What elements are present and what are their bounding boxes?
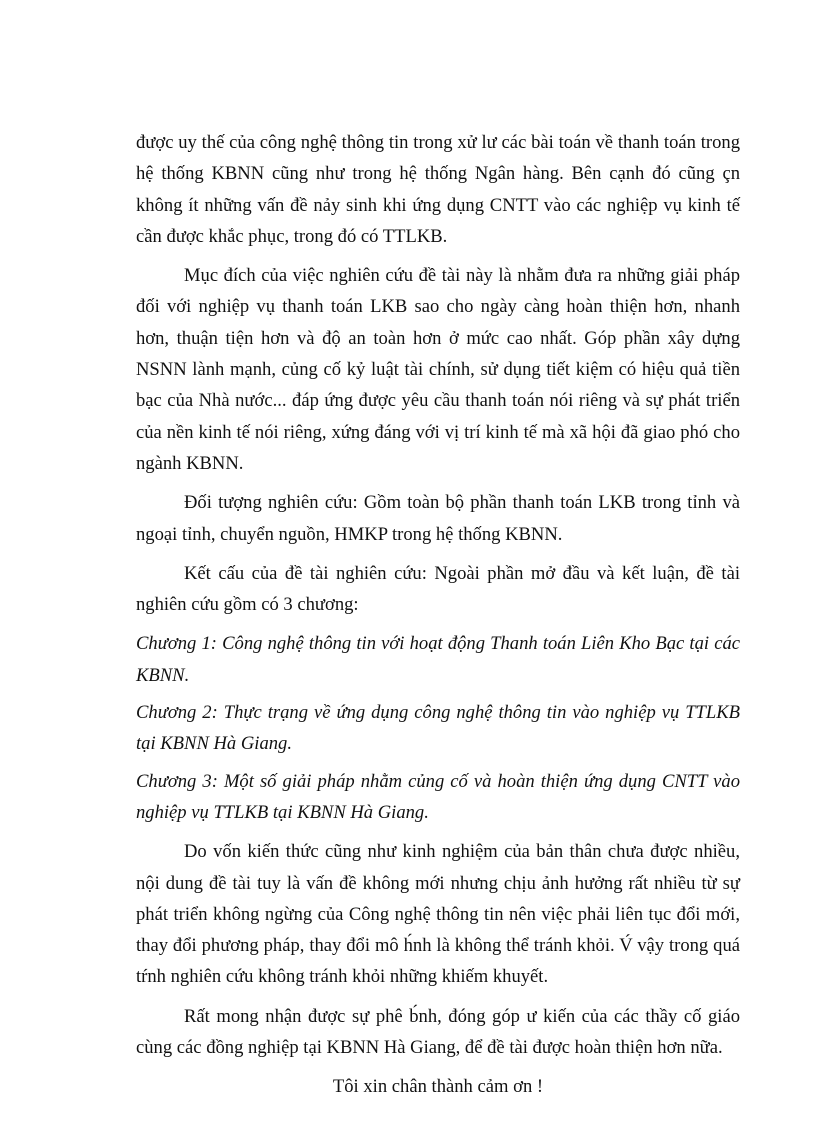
paragraph-limitations: Do vốn kiến thức cũng như kinh nghiệm của bản thân chưa được nhiều, nội dung đề tài tuy là vấn đề không mới nhưng chịu ảnh hưởng rất nhiều từ sự phát triển không ngừng của Công nghệ thông tin nên việc phải liên tục đổi mới, thay đổi phương pháp, thay đổi mô h́nh là không thể tránh khỏi. V́ vậy trong quá tŕnh nghiên cứu không tránh khỏi những khiếm khuyết. bbox=[136, 841, 740, 988]
paragraph-request-feedback: Rất mong nhận được sự phê b́nh, đóng góp ư kiến của các thầy cố giáo cùng các đồng nghiệp tại KBNN Hà Giang, để đề tài được hoàn thiện hơn nữa. bbox=[136, 1005, 740, 1059]
document-page bbox=[136, 127, 740, 1103]
thanks-line: Tôi xin chân thành cảm ơn ! bbox=[332, 1076, 544, 1098]
paragraph-purpose: Mục đích của việc nghiên cứu đề tài này là nhằm đưa ra những giải pháp đối với nghiệp vụ thanh toán LKB sao cho ngày càng hoàn thiện hơn, nhanh hơn, thuận tiện hơn và độ an toàn hơn ở mức cao nhất. Góp phần xây dựng NSNN lành mạnh, củng cố kỷ luật tài chính, sử dụng tiết kiệm có hiệu quả tiền bạc của Nhà nước... đáp ứng được yêu cầu thanh toán nói riêng và sự phát triển của nền kinh tế nói riêng, xứng đáng với vị trí kinh tế mà xã hội đã giao phó cho ngành KBNN. bbox=[136, 265, 740, 474]
chapter-2-title: Chương 2: Thực trạng về ứng dụng công nghệ thông tin vào nghiệp vụ TTLKB tại KBNN Hà Giang. bbox=[136, 702, 740, 755]
chapter-3-title: Chương 3: Một số giải pháp nhằm củng cố và hoàn thiện ứng dụng CNTT vào nghiệp vụ TTLKB tại KBNN Hà Giang. bbox=[136, 770, 740, 823]
paragraph-research-subject: Đối tượng nghiên cứu: Gồm toàn bộ phần thanh toán LKB trong tỉnh và ngoại tỉnh, chuyển nguồn, HMKP trong hệ thống KBNN. bbox=[136, 492, 740, 545]
chapter-1-title: Chương 1: Công nghệ thông tin với hoạt động Thanh toán Liên Kho Bạc tại các KBNN. bbox=[136, 633, 740, 686]
paragraph-intro-continuation: được uy thế của công nghệ thông tin trong xử lư các bài toán về thanh toán trong hệ thống KBNN cũng như trong hệ thống Ngân hàng. Bên cạnh đó cũng çn không ít những vấn đề nảy sinh khi ứng dụng CNTT vào các nghiệp vụ kinh tế cần được khắc phục, trong đó có TTLKB. bbox=[136, 132, 740, 247]
paragraph-structure: Kết cấu của đề tài nghiên cứu: Ngoài phần mở đầu và kết luận, đề tài nghiên cứu gồm có 3 chương: bbox=[136, 562, 740, 616]
